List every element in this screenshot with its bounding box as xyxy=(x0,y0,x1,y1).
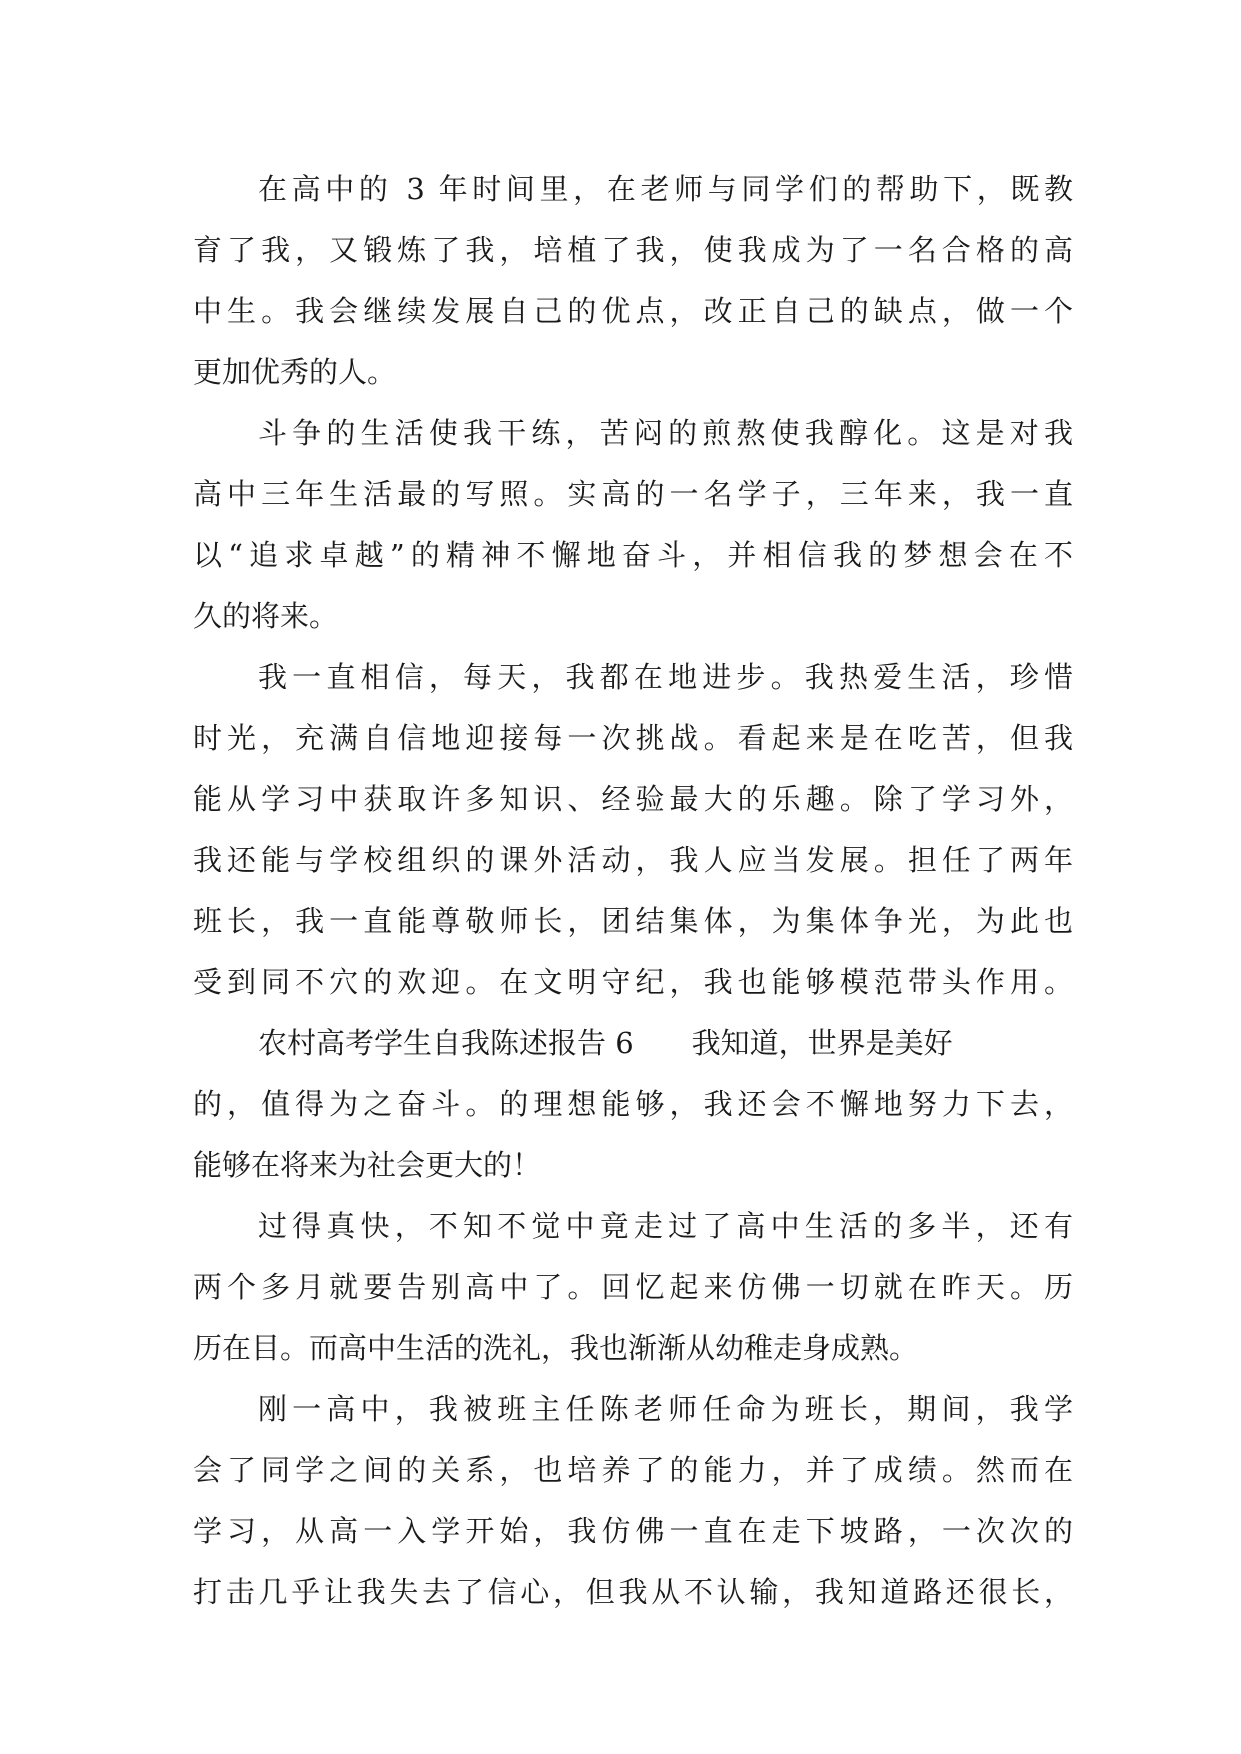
section-heading: 农村高考学生自我陈述报告 6 xyxy=(258,1026,634,1060)
text-line: 时光，充满自信地迎接每一次挑战。看起来是在吃苦，但我 xyxy=(193,721,1073,755)
paragraph-5 xyxy=(193,1196,1073,1379)
text-line: 两个多月就要告别高中了。回忆起来仿佛一切就在昨天。历 xyxy=(193,1270,1073,1304)
text-line: 打击几乎让我失去了信心，但我从不认输，我知道路还很长， xyxy=(193,1575,1073,1609)
paragraph-3 xyxy=(193,647,1073,1013)
heading-line xyxy=(193,1013,1073,1074)
paragraph-2 xyxy=(193,403,1073,647)
text-line: 能从学习中获取许多知识、经验最大的乐趣。除了学习外， xyxy=(193,782,1073,816)
text-line: 以“追求卓越”的精神不懈地奋斗，并相信我的梦想会在不 xyxy=(193,538,1073,572)
text-line: 刚一高中，我被班主任陈老师任命为班长，期间，我学 xyxy=(258,1392,1073,1426)
document-body xyxy=(193,159,1073,1623)
paragraph-1 xyxy=(193,159,1073,403)
text-line: 我一直相信，每天，我都在地进步。我热爱生活，珍惜 xyxy=(258,660,1073,694)
heading-tail-text: 我知道，世界是美好 xyxy=(691,1026,953,1060)
text-line: 高中三年生活最的写照。实高的一名学子，三年来，我一直 xyxy=(193,477,1073,511)
text-line: 历在目。而高中生活的洗礼，我也渐渐从幼稚走身成熟。 xyxy=(193,1331,919,1365)
text-line: 的，值得为之奋斗。的理想能够，我还会不懈地努力下去， xyxy=(193,1087,1073,1121)
text-line: 班长，我一直能尊敬师长，团结集体，为集体争光，为此也 xyxy=(193,904,1073,938)
text-line: 会了同学之间的关系，也培养了的能力，并了成绩。然而在 xyxy=(193,1453,1073,1487)
text-line: 我还能与学校组织的课外活动，我人应当发展。担任了两年 xyxy=(193,843,1073,877)
text-line: 在高中的 3 年时间里，在老师与同学们的帮助下，既教 xyxy=(258,172,1073,206)
text-line: 受到同不穴的欢迎。在文明守纪，我也能够模范带头作用。 xyxy=(193,965,1073,999)
text-line: 中生。我会继续发展自己的优点，改正自己的缺点，做一个 xyxy=(193,294,1073,328)
text-line: 久的将来。 xyxy=(193,599,339,633)
text-line: 能够在将来为社会更大的！ xyxy=(193,1148,542,1182)
paragraph-4 xyxy=(193,1013,1073,1196)
text-line: 斗争的生活使我干练，苦闷的煎熬使我醇化。这是对我 xyxy=(258,416,1073,450)
text-line: 育了我，又锻炼了我，培植了我，使我成为了一名合格的高 xyxy=(193,233,1073,267)
text-line: 更加优秀的人。 xyxy=(193,355,397,389)
paragraph-6 xyxy=(193,1379,1073,1623)
text-line: 学习，从高一入学开始，我仿佛一直在走下坡路，一次次的 xyxy=(193,1514,1073,1548)
text-line: 过得真快，不知不觉中竟走过了高中生活的多半，还有 xyxy=(258,1209,1073,1243)
